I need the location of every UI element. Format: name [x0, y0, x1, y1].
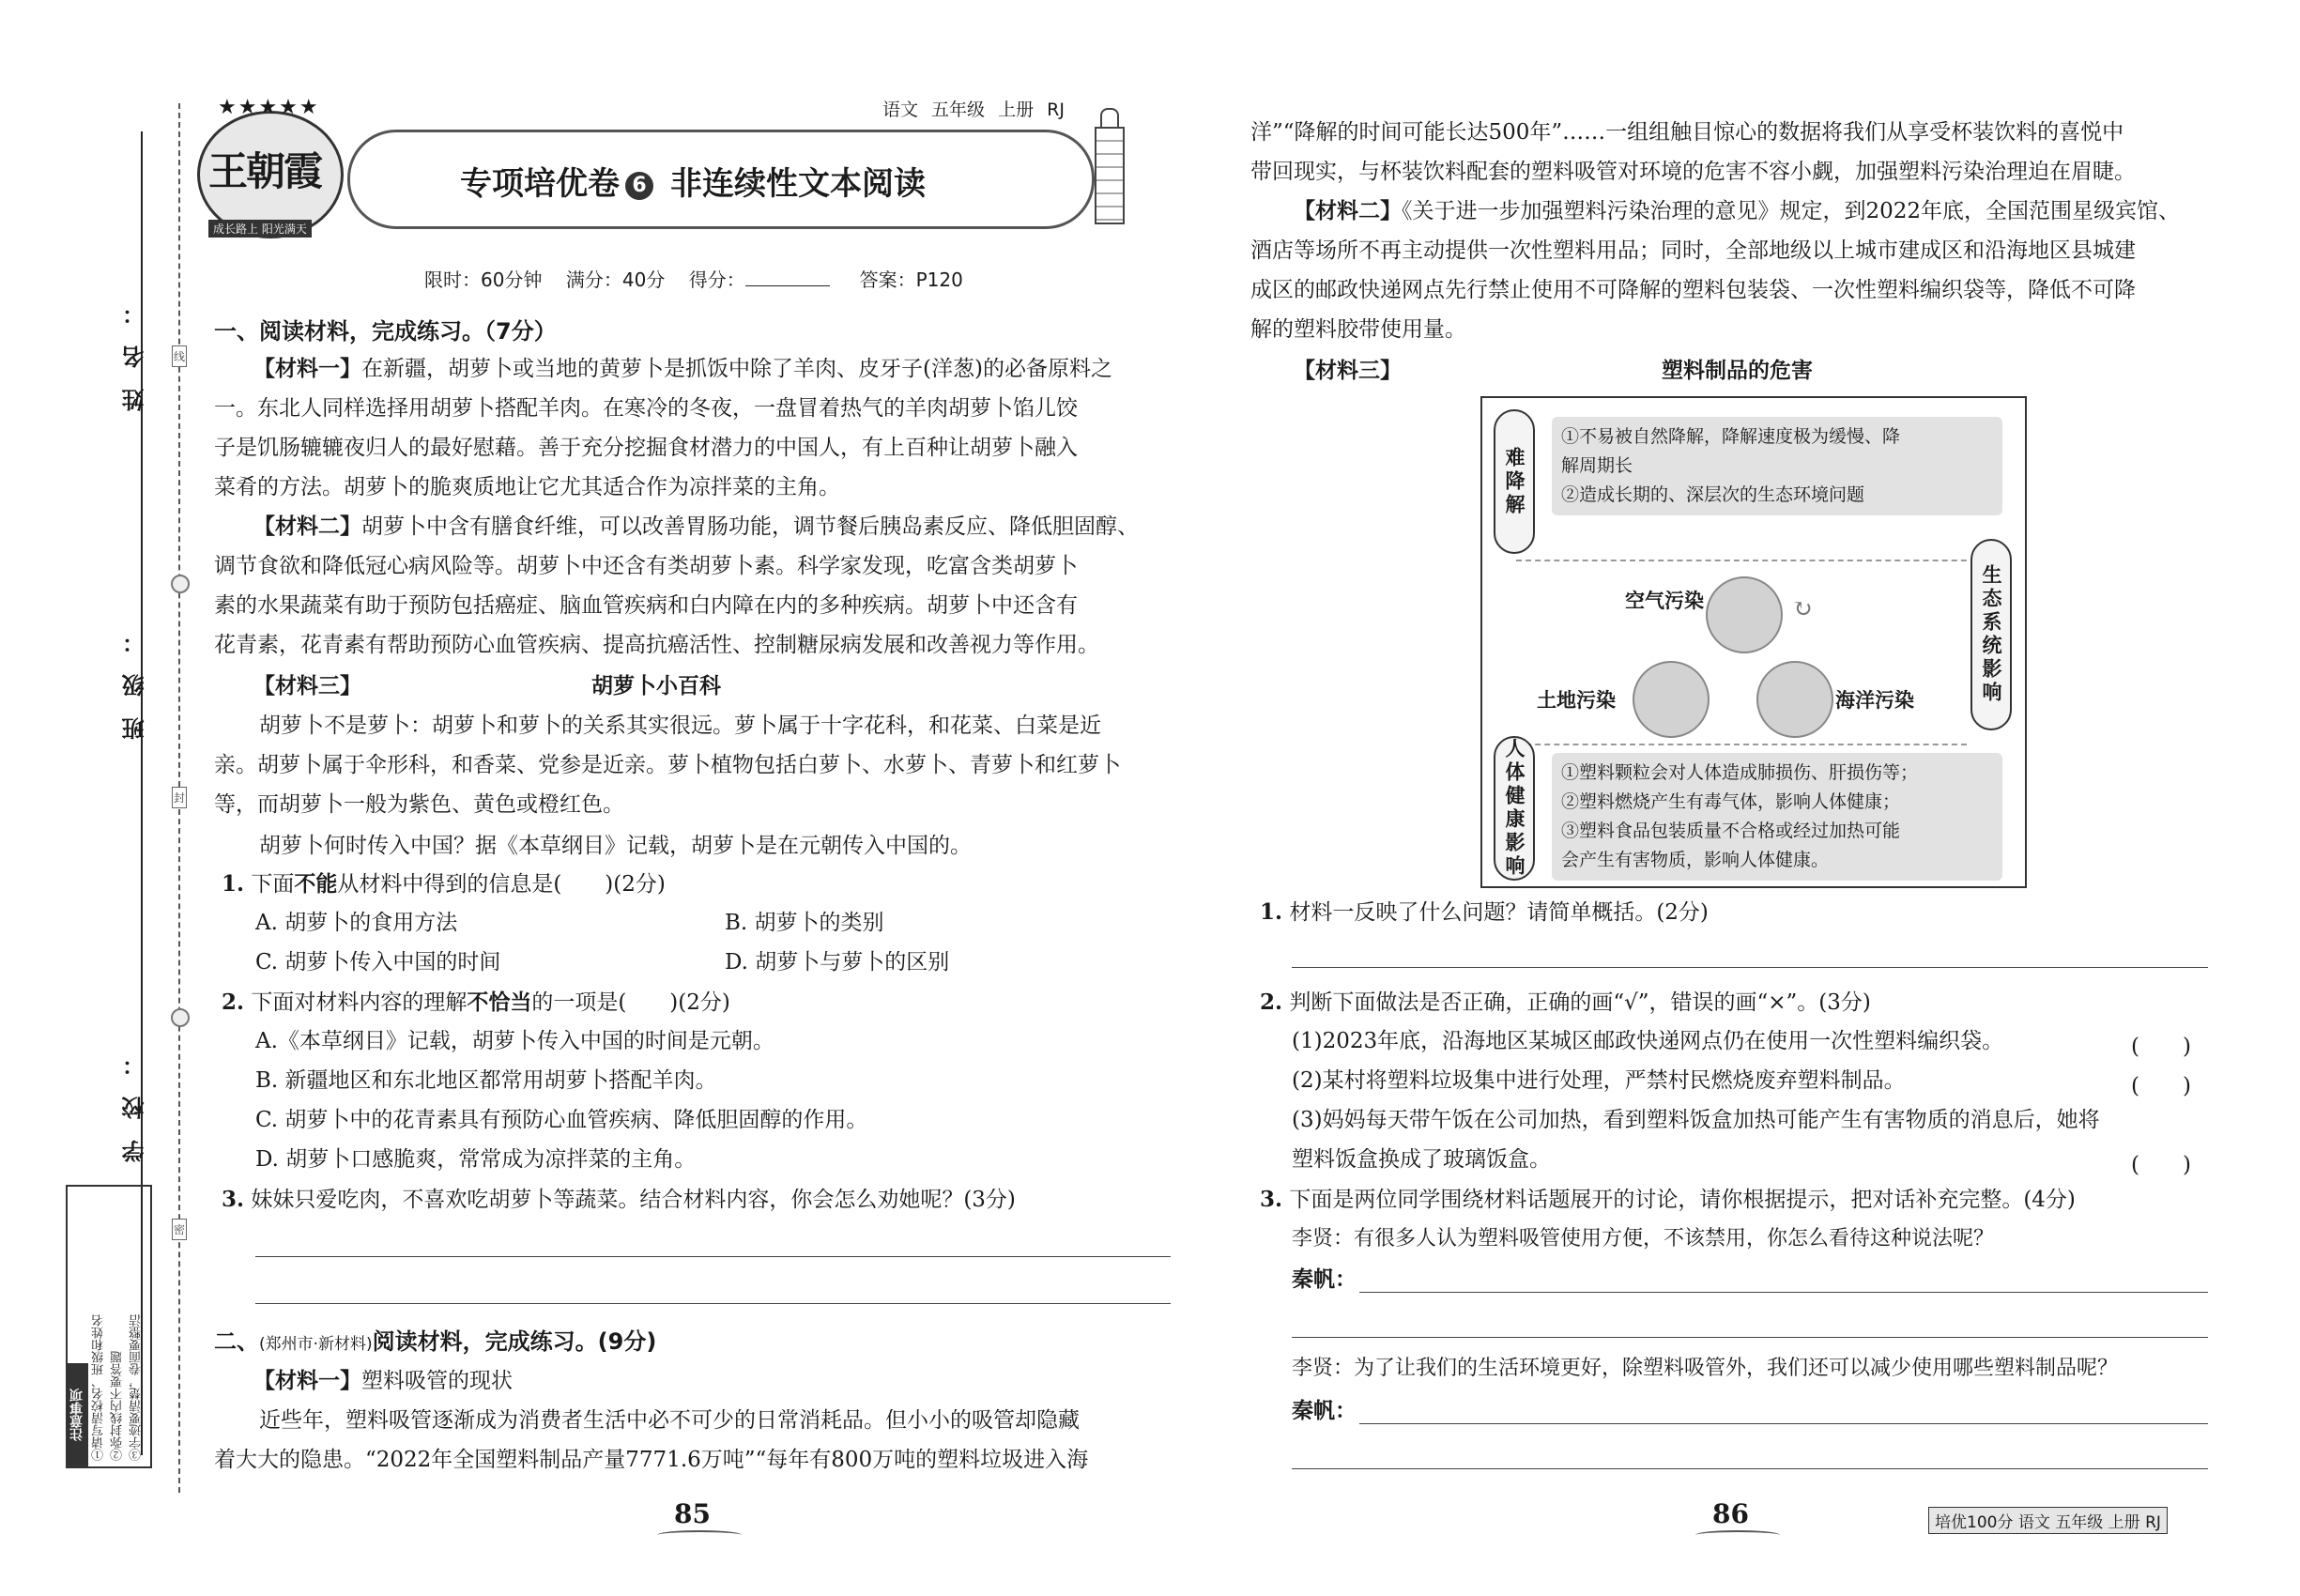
- cut-char: 密: [172, 1219, 187, 1240]
- question-text: 妹妹只爱吃肉，不喜欢吃胡萝卜等蔬菜。结合材料内容，你会怎么劝她呢？(3分): [251, 1188, 1016, 1212]
- s2-material-line: 着大大的隐患。“2022年全国塑料制品产量7771.6万吨”“每年有800万吨的塑料垃圾进入海: [214, 1448, 1089, 1472]
- ocean-pollution-icon: [1756, 661, 1833, 738]
- answer-line[interactable]: [1292, 967, 2208, 968]
- binding-knot: [171, 575, 190, 593]
- option[interactable]: C. 胡萝卜传入中国的时间: [255, 950, 501, 974]
- material-label: 【材料三】: [1294, 359, 1402, 383]
- answer-line[interactable]: [255, 1303, 1171, 1304]
- question-number: 3.: [1260, 1187, 1283, 1212]
- judge-answer[interactable]: ( ): [2131, 1153, 2191, 1177]
- land-pollution-label: 土地污染: [1537, 689, 1616, 712]
- hazard-item: ②造成长期的、深层次的生态环境问题: [1561, 484, 1865, 505]
- material-2-line: 素的水果蔬菜有助于预防包括癌症、脑血管疾病和白内障在内的多种疾病。胡萝卜中还含有: [214, 593, 1078, 618]
- page-title: [460, 158, 926, 204]
- score-field[interactable]: [745, 285, 830, 286]
- material-label: 【材料一】: [253, 1369, 361, 1393]
- question-number: 1.: [222, 871, 245, 897]
- option[interactable]: B. 新疆地区和东北地区都常用胡萝卜搭配羊肉。: [255, 1068, 717, 1093]
- r-material-2-line: [1294, 199, 2180, 224]
- question-number: 3.: [222, 1187, 245, 1212]
- question-text: 从材料中得到的信息是( )(2分): [337, 872, 666, 897]
- material-3-title: 胡萝卜小百科: [591, 674, 721, 698]
- divider: [1516, 744, 1967, 745]
- material-2-line: 调节食欲和降低冠心病风险等。胡萝卜中还含有类胡萝卜素。科学家发现，吃富含类胡萝卜: [214, 554, 1078, 578]
- eco-label: 生态系统影响: [1970, 539, 2012, 730]
- question-number: 1.: [1260, 899, 1283, 925]
- info-row: [424, 265, 963, 292]
- divider: [1516, 560, 1986, 561]
- health-box: [1552, 753, 2002, 881]
- hard-degrade-label: 难降解: [1494, 409, 1535, 554]
- dialog-line: 李贤：有很多人认为塑料吸管使用方便，不该禁用，你怎么看待这种说法呢？: [1292, 1227, 1995, 1251]
- name-label: 姓名：: [122, 282, 148, 411]
- material-3-line: 胡萝卜不是萝卜：胡萝卜和萝卜的关系其实很远。萝卜属于十字花科，和花菜、白菜是近: [259, 714, 1101, 738]
- question-text: 下面是两位同学围绕材料话题展开的讨论，请你根据提示，把对话补充完整。(4分): [1289, 1188, 2076, 1212]
- health-label: 人体健康影响: [1494, 736, 1535, 881]
- notice-title: 注意事项: [68, 1363, 88, 1466]
- reply-label: 秦帆：: [1292, 1399, 1357, 1423]
- answer-line[interactable]: [1292, 1337, 2208, 1338]
- material-label: 【材料一】: [253, 357, 361, 381]
- page-number: 86: [1712, 1498, 1749, 1529]
- r-material-2-line: 成区的邮政快递网点先行禁止使用不可降解的塑料包装袋、一次性塑料编织袋等，降低不可降: [1250, 278, 2136, 302]
- lighthouse-icon: [1089, 108, 1127, 225]
- ocean-pollution-label: 海洋污染: [1835, 689, 1914, 712]
- option[interactable]: A.《本草纲目》记载，胡萝卜传入中国的时间是元朝。: [255, 1029, 774, 1053]
- r-material-2-line: 酒店等场所不再主动提供一次性塑料用品；同时，全部地级以上城市建成区和沿海地区县城建: [1250, 238, 2136, 263]
- answer-line[interactable]: [1359, 1292, 2208, 1293]
- cut-char: 封: [172, 787, 187, 808]
- cycle-arrow-icon: ↻: [1792, 595, 1813, 623]
- answer-line[interactable]: [1292, 1468, 2208, 1469]
- hazard-item: ③塑料食品包装质量不合格或经过加热可能: [1561, 821, 1901, 841]
- title-number: 6: [625, 172, 653, 200]
- grade-meta: 语文 五年级 上册 RJ: [882, 100, 1065, 120]
- section-1-heading: 一、阅读材料，完成练习。（7分）: [214, 318, 557, 345]
- hazard-item: 解周期长: [1561, 455, 1633, 476]
- material-1-line: 菜肴的方法。胡萝卜的脆爽质地让它尤其适合作为凉拌菜的主角。: [214, 475, 840, 499]
- school-label: 学校：: [122, 1033, 148, 1162]
- logo-text: 王朝霞: [208, 148, 322, 194]
- material-3-title: 塑料制品的危害: [1662, 359, 1813, 383]
- notice-item: ①请写清校名、班级和姓名: [92, 1314, 106, 1461]
- material-1-line: [253, 357, 1112, 382]
- air-pollution-icon: [1706, 576, 1783, 653]
- hazard-item: ①不易被自然降解，降解速度极为缓慢、降: [1561, 426, 1901, 447]
- material-2-line: [253, 514, 1139, 540]
- notice-item: ③字迹要清楚，卷面要整洁: [130, 1314, 144, 1461]
- judge-item: 塑料饭盒换成了玻璃饭盒。: [1292, 1147, 1551, 1172]
- material-3-line: 胡萝卜何时传入中国？据《本草纲目》记载，胡萝卜是在元朝传入中国的。: [259, 834, 972, 858]
- question-3: [222, 1187, 1016, 1213]
- r-question-1: [1260, 899, 1709, 926]
- question-emphasis: 不能: [294, 872, 338, 897]
- continuation-line: 带回现实，与杯装饮料配套的塑料吸管对环境的危害不容小觑，加强塑料污染治理迫在眉睫。: [1250, 160, 2136, 184]
- question-1: [222, 871, 666, 898]
- plastic-hazard-diagram: [1480, 396, 2027, 888]
- page-ornament: [1695, 1530, 1780, 1540]
- section-2-heading: [214, 1329, 656, 1358]
- question-number: 2.: [1260, 990, 1283, 1015]
- question-2: [222, 990, 730, 1016]
- notice-box: [66, 1185, 152, 1468]
- cut-char: 线: [172, 345, 187, 367]
- judge-answer[interactable]: ( ): [2131, 1074, 2191, 1098]
- para-text: 在新疆，胡萝卜或当地的黄萝卜是抓饭中除了羊肉、皮牙子(洋葱)的必备原料之: [361, 357, 1112, 381]
- question-emphasis: 不恰当: [467, 990, 532, 1015]
- title-main: 非连续性文本阅读: [670, 165, 926, 203]
- para-text: 胡萝卜中含有膳食纤维，可以改善胃肠功能，调节餐后胰岛素反应、降低胆固醇、: [361, 514, 1139, 539]
- hazard-item: 会产生有害物质，影响人体健康。: [1561, 850, 1830, 870]
- air-pollution-label: 空气污染: [1625, 590, 1704, 612]
- option[interactable]: D. 胡萝卜与萝卜的区别: [725, 950, 950, 974]
- dialog-line: 李贤：为了让我们的生活环境更好，除塑料吸管外，我们还可以减少使用哪些塑料制品呢？: [1292, 1357, 2119, 1380]
- binding-knot: [171, 1008, 190, 1027]
- option[interactable]: B. 胡萝卜的类别: [725, 911, 884, 935]
- material-1-line: 子是饥肠辘辘夜归人的最好慰藉。善于充分挖掘食材潜力的中国人，有上百种让胡萝卜融入: [214, 436, 1078, 460]
- hazard-item: ①塑料颗粒会对人体造成肺损伤、肝损伤等；: [1561, 762, 1919, 783]
- question-text: 的一项是( )(2分): [531, 990, 730, 1015]
- page-ornament: [657, 1530, 742, 1540]
- section-number: 二、: [214, 1328, 259, 1355]
- judge-item: (1)2023年底，沿海地区某城区邮政快递网点仍在使用一次性塑料编织袋。: [1292, 1029, 2004, 1053]
- question-text: 判断下面做法是否正确，正确的画“√”，错误的画“×”。(3分): [1289, 990, 1871, 1015]
- class-label: 班级：: [122, 610, 148, 740]
- material-label: 【材料二】: [253, 514, 361, 539]
- s2-material-line: 近些年，塑料吸管逐渐成为消费者生活中必不可少的日常消耗品。但小小的吸管却隐藏: [259, 1408, 1080, 1433]
- hard-degrade-box: [1552, 417, 2002, 515]
- score-label: 得分：: [688, 269, 745, 291]
- question-number: 2.: [222, 990, 245, 1015]
- para-text: 《关于进一步加强塑料污染治理的意见》规定，到2022年底，全国范围星级宾馆、: [1402, 199, 2181, 223]
- notice-item: ②弥封线内不要答题: [111, 1351, 125, 1461]
- material-3-line: 等，而胡萝卜一般为紫色、黄色或橙红色。: [214, 792, 624, 817]
- footer-tag: 培优100分 语文 五年级 上册 RJ: [1928, 1507, 2168, 1534]
- section-title: 阅读材料，完成练习。(9分): [372, 1328, 657, 1355]
- r-material-2-line: 解的塑料胶带使用量。: [1250, 317, 1466, 342]
- star-icon: ★★★★★: [218, 96, 320, 119]
- answer-line[interactable]: [255, 1256, 1171, 1257]
- full-score: 满分：40分: [565, 269, 666, 291]
- answer-ref: 答案：P120: [859, 269, 963, 291]
- reply-label: 秦帆：: [1292, 1267, 1357, 1292]
- option[interactable]: D. 胡萝卜口感脆爽，常常成为凉拌菜的主角。: [255, 1147, 697, 1172]
- source-tag: (郑州市·新材料): [259, 1335, 373, 1354]
- r-question-2: [1260, 990, 1871, 1016]
- title-prefix: 专项培优卷: [460, 165, 620, 203]
- material-3-line: 亲。胡萝卜属于伞形科，和香菜、党参是近亲。萝卜植物包括白萝卜、水萝卜、青萝卜和红萝卜: [214, 753, 1121, 777]
- r-question-3: [1260, 1187, 2076, 1213]
- option[interactable]: A. 胡萝卜的食用方法: [255, 911, 458, 935]
- land-pollution-icon: [1633, 661, 1710, 738]
- material-label: 【材料二】: [1294, 199, 1402, 223]
- material-title: 塑料吸管的现状: [361, 1369, 513, 1393]
- question-text: 下面对材料内容的理解: [251, 990, 468, 1015]
- material-2-line: 花青素，花青素有帮助预防心血管疾病、提高抗癌活性、控制糖尿病发展和改善视力等作用。: [214, 633, 1099, 657]
- material-1-heading: [253, 1369, 513, 1394]
- judge-item: (2)某村将塑料垃圾集中进行处理，严禁村民燃烧废弃塑料制品。: [1292, 1068, 1906, 1093]
- answer-line[interactable]: [1359, 1423, 2208, 1424]
- logo-subtitle: 成长路上 阳光满天: [208, 220, 312, 238]
- question-text: 材料一反映了什么问题？请简单概括。(2分): [1289, 900, 1709, 925]
- time-limit: 限时：60分钟: [424, 269, 543, 291]
- hazard-item: ②塑料燃烧产生有毒气体，影响人体健康；: [1561, 791, 1901, 812]
- material-1-line: 一。东北人同样选择用胡萝卜搭配羊肉。在寒冷的冬夜，一盘冒着热气的羊肉胡萝卜馅儿饺: [214, 396, 1078, 421]
- continuation-line: 洋”“降解的时间可能长达500年”……一组组触目惊心的数据将我们从享受杯装饮料的喜悦中: [1250, 120, 2124, 145]
- judge-answer[interactable]: ( ): [2131, 1035, 2191, 1059]
- material-label: 【材料三】: [253, 674, 361, 698]
- option[interactable]: C. 胡萝卜中的花青素具有预防心血管疾病、降低胆固醇的作用。: [255, 1108, 868, 1132]
- page-number: 85: [674, 1498, 711, 1529]
- question-text: 下面: [251, 872, 295, 897]
- judge-item: (3)妈妈每天带午饭在公司加热，看到塑料饭盒加热可能产生有害物质的消息后，她将: [1292, 1108, 2100, 1132]
